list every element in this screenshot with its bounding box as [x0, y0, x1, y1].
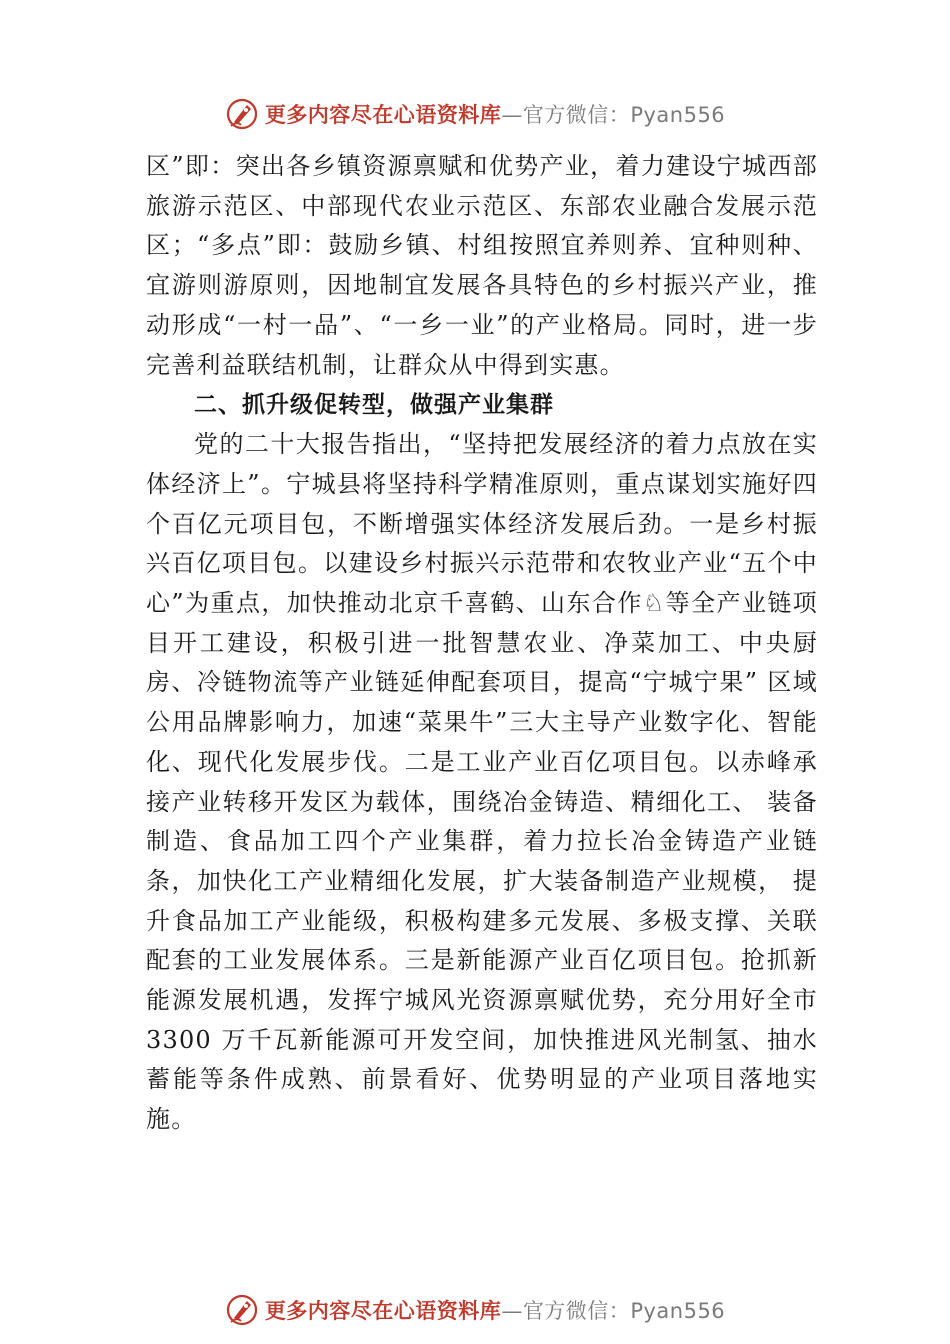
document-body: [146, 147, 818, 1140]
banner-wechat-label: 官方微信：: [522, 1299, 631, 1323]
section-heading: 二、抓升级促转型，做强产业集群: [194, 392, 554, 419]
banner-site-name: 更多内容尽在心语资料库: [264, 1298, 502, 1323]
paragraph-continuation: 区”即：突出各乡镇资源禀赋和优势产业，着力建设宁城西部旅游示范区、中部现代农业示范区、东部农业融合发展示范区；“多点”即：鼓励乡镇、村组按照宜养则养、宜种则种、宜游则游原则，因地制宜发展各具特色的乡村振兴产业，推动形成“一村一品”、“一乡一业”的产业格局。同时，进一步完善利益联结机制，让群众从中得到实惠。: [146, 152, 818, 379]
pen-nib-seal-icon: [225, 97, 259, 131]
banner-dash: —: [501, 1299, 523, 1323]
banner-wechat-id: Pyan556: [630, 1299, 726, 1323]
banner-wechat-label: 官方微信：: [522, 103, 631, 127]
banner-dash: —: [501, 103, 523, 127]
banner-wechat-id: Pyan556: [630, 103, 726, 127]
paragraph-body: 党的二十大报告指出，“坚持把发展经济的着力点放在实体经济上”。宁城县将坚持科学精准原则，重点谋划实施好四个百亿元项目包，不断增强实体经济发展后劲。一是乡村振兴百亿项目包。以建设乡村振兴示范带和农牧业产业“五个中心”为重点，加快推动北京千喜鹤、山东合作♘等全产业链项目开工建设，积极引进一批智慧农业、净菜加工、中央厨房、冷链物流等产业链延伸配套项目，提高“宁城宁果” 区域公用品牌影响力，加速“菜果牛”三大主导产业数字化、智能化、现代化发展步伐。二是工业产业百亿项目包。以赤峰承接产业转移开发区为载体，围绕冶金铸造、精细化工、 装备制造、食品加工四个产业集群，着力拉长冶金铸造产业链条，加快化工产业精细化发展，扩大装备制造产业规模， 提升食品加工产业能级，积极构建多元发展、多极支撑、关联配套的工业发展体系。三是新能源产业百亿项目包。抢抓新能源发展机遇，发挥宁城风光资源禀赋优势，充分用好全市 3300 万千瓦新能源可开发空间，加快推进风光制氢、抽水蓄能等条件成熟、前景看好、优势明显的产业项目落地实施。: [146, 430, 818, 1134]
header-banner: [0, 94, 950, 134]
banner-text: [265, 1295, 725, 1325]
banner-text: [265, 99, 725, 129]
banner-site-name: 更多内容尽在心语资料库: [264, 102, 502, 127]
footer-banner: [0, 1290, 950, 1330]
pen-nib-seal-icon: [225, 1293, 259, 1327]
